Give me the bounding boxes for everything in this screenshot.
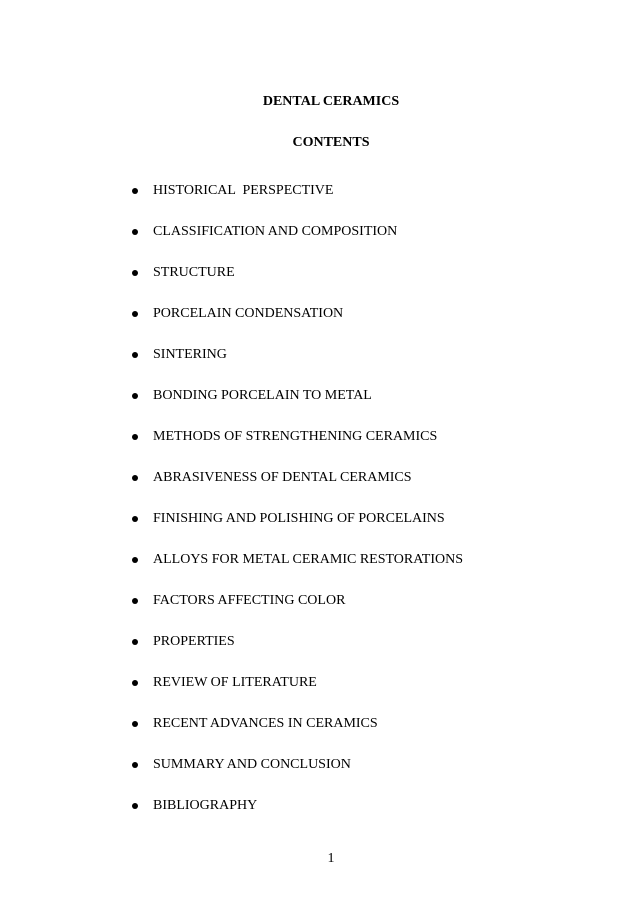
list-item-label: STRUCTURE (153, 264, 235, 280)
list-item (132, 170, 463, 211)
list-item (132, 375, 463, 416)
bullet-icon (132, 639, 138, 645)
list-item-label: HISTORICAL PERSPECTIVE (153, 182, 334, 198)
bullet-icon (132, 516, 138, 522)
list-item-label: CLASSIFICATION AND COMPOSITION (153, 223, 398, 239)
bullet-icon (132, 803, 138, 809)
document-title: DENTAL CERAMICS (262, 94, 400, 109)
bullet-icon (132, 311, 138, 317)
list-item-label: BONDING PORCELAIN TO METAL (153, 387, 372, 403)
list-item (132, 416, 463, 457)
list-item (132, 662, 463, 703)
list-item (132, 785, 463, 826)
list-item-label: SINTERING (153, 346, 227, 362)
contents-list (132, 170, 463, 826)
list-item (132, 211, 463, 252)
bullet-icon (132, 229, 138, 235)
list-item-label: REVIEW OF LITERATURE (153, 674, 317, 690)
bullet-icon (132, 475, 138, 481)
list-item (132, 457, 463, 498)
contents-heading: CONTENTS (292, 135, 370, 150)
list-item-label: ABRASIVENESS OF DENTAL CERAMICS (153, 469, 412, 485)
list-item-label: BIBLIOGRAPHY (153, 797, 258, 813)
list-item (132, 621, 463, 662)
bullet-icon (132, 352, 138, 358)
bullet-icon (132, 270, 138, 276)
list-item-label: PROPERTIES (153, 633, 235, 649)
list-item (132, 252, 463, 293)
bullet-icon (132, 557, 138, 563)
list-item-label: SUMMARY AND CONCLUSION (153, 756, 351, 772)
list-item (132, 334, 463, 375)
bullet-icon (132, 762, 138, 768)
list-item-label: RECENT ADVANCES IN CERAMICS (153, 715, 378, 731)
bullet-icon (132, 721, 138, 727)
list-item (132, 703, 463, 744)
bullet-icon (132, 434, 138, 440)
bullet-icon (132, 680, 138, 686)
bullet-icon (132, 598, 138, 604)
page-number: 1 (327, 851, 335, 866)
list-item (132, 539, 463, 580)
bullet-icon (132, 188, 138, 194)
list-item-label: METHODS OF STRENGTHENING CERAMICS (153, 428, 438, 444)
list-item (132, 580, 463, 621)
list-item-label: ALLOYS FOR METAL CERAMIC RESTORATIONS (153, 551, 464, 567)
list-item (132, 744, 463, 785)
list-item-label: PORCELAIN CONDENSATION (153, 305, 344, 321)
bullet-icon (132, 393, 138, 399)
list-item (132, 498, 463, 539)
list-item (132, 293, 463, 334)
list-item-label: FINISHING AND POLISHING OF PORCELAINS (153, 510, 445, 526)
list-item-label: FACTORS AFFECTING COLOR (153, 592, 346, 608)
